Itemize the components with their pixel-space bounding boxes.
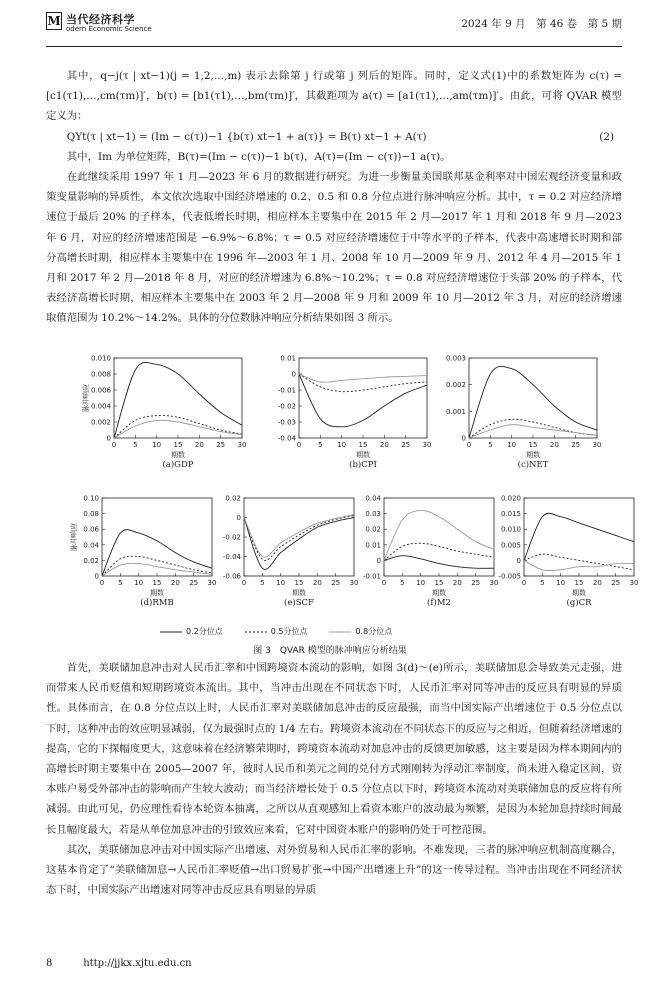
x-tick-label: 0 xyxy=(296,441,302,449)
series-line xyxy=(384,543,494,560)
y-tick-label: 0.001 xyxy=(445,407,466,416)
y-tick-label: 0.005 xyxy=(500,541,521,550)
chart-svg xyxy=(68,496,218,598)
y-tick-label: 0.006 xyxy=(90,386,111,395)
x-tick-label: 10 xyxy=(276,579,286,587)
x-tick-label: 25 xyxy=(216,441,226,449)
body-text-top xyxy=(46,66,622,329)
plot-frame xyxy=(244,498,354,576)
x-axis-label: 期数 xyxy=(572,589,586,597)
series-line xyxy=(102,530,212,576)
series-line xyxy=(524,554,634,570)
legend-line-gray-icon xyxy=(329,629,351,635)
x-axis-label: 期数 xyxy=(150,589,164,597)
body-text-bottom xyxy=(46,658,622,900)
y-tick-label: -0.02 xyxy=(277,402,296,411)
chart-label: (d)RMB xyxy=(140,598,174,608)
x-tick-label: 30 xyxy=(349,579,359,587)
y-tick-label: 0.015 xyxy=(500,510,521,519)
x-tick-label: 20 xyxy=(592,579,602,587)
page-footer xyxy=(46,958,192,969)
y-tick-label: -0.03 xyxy=(277,418,296,427)
chart-label: (e)SCF xyxy=(284,598,314,608)
plot-frame xyxy=(102,498,212,576)
paragraph: 其中，Im 为单位矩阵，B(τ)=(Im − c(τ))−1 b(τ)，A(τ)=(Im − c(τ))−1 a(τ)。 xyxy=(66,150,451,163)
y-tick-label: -0.04 xyxy=(277,434,296,443)
x-tick-label: 0 xyxy=(466,441,472,449)
y-tick-label: 0.002 xyxy=(445,381,466,390)
x-tick-label: 0 xyxy=(521,579,527,587)
chart-panel xyxy=(490,496,640,602)
x-tick-label: 0 xyxy=(381,579,387,587)
x-tick-label: 10 xyxy=(507,441,517,449)
paragraph: 在此继续采用 1997 年 1 月—2023 年 6 月的数据进行研究。为进一步衡量美国联邦基金利率对中国宏观经济变量和政策变量影响的异质性，本文依次选取中国经济增速的 0.2、0.5 和 0.8 分位点进行脉冲响应分析。其中，τ = 0.2 对应经济增速位于最后 20% 的子样本，代表低增长时期，相应样本主要集中在 2015 年 2 月—2017 年 1 月和 2018 年 9 月—2023 年 6 月，对应的经济增速范围是 −6.9%～6.8%；τ = 0.5 对应经济增速位于中等水平的子样本，代表中高速增长时期和部分高增长时期，相应样本主要集中在 1996 年—2003 年 1 月、2008 年 10 月—2009 年 9 月、2012 年 4 月—2015 年 1 月和 2017 年 2 月—2018 年 8 月，对应的经济增速为 6.8%～10.2%；τ = 0.8 对应经济增速位于头部 20% 的子样本，代表经济高增长时期，相应样本主要集中在 2003 年 2 月—2008 年 9 月和 2009 年 10 月—2012 年 3 月，对应的经济增速取值范围为 10.2%～14.2%。具体的分位数脉冲响应分析结果如图 3 所示。 xyxy=(46,171,622,325)
y-tick-label: 0.02 xyxy=(83,556,99,565)
y-tick-label: 0 xyxy=(376,556,381,565)
journal-logo: M xyxy=(47,14,61,28)
chart-svg xyxy=(350,496,500,598)
x-tick-label: 15 xyxy=(528,441,538,449)
series-line xyxy=(244,516,354,561)
x-tick-label: 10 xyxy=(556,579,566,587)
x-tick-label: 25 xyxy=(331,579,341,587)
y-tick-label: 0.04 xyxy=(83,541,99,550)
journal-title: 当代经济科学 xyxy=(66,13,135,26)
chart-svg xyxy=(490,496,640,598)
x-tick-label: 25 xyxy=(189,579,199,587)
y-tick-label: -0.01 xyxy=(362,572,381,581)
issue-info: 2024 年 9 月 第 46 卷 第 5 期 xyxy=(461,18,622,30)
y-axis-label: 脉冲响应 xyxy=(82,384,90,412)
series-line xyxy=(524,560,634,570)
x-tick-label: 30 xyxy=(207,579,217,587)
series-line xyxy=(244,518,354,570)
y-tick-label: 0.008 xyxy=(90,370,111,379)
series-line xyxy=(524,513,634,560)
legend-label: 0.5分位点 xyxy=(270,627,308,636)
y-tick-label: -0.01 xyxy=(277,386,296,395)
figure-caption: 图 3 QVAR 模型的脉冲响应分析结果 xyxy=(253,646,407,656)
footer-url: http://jjkx.xjtu.edu.cn xyxy=(83,958,192,969)
chart-panel xyxy=(68,496,218,602)
chart-panel xyxy=(80,356,248,464)
y-tick-label: 0.02 xyxy=(225,494,241,503)
y-tick-label: 0.01 xyxy=(365,541,381,550)
y-tick-label: 0.04 xyxy=(365,494,381,503)
x-tick-label: 10 xyxy=(152,441,162,449)
equation-text: QYt(τ | xt−1) = (Im − c(τ))−1 {b(τ) xt−1 + a(τ)} = B(τ) xt−1 + A(τ) xyxy=(66,130,427,143)
y-tick-label: 0 xyxy=(516,556,521,565)
chart-label: (b)CPI xyxy=(349,460,377,470)
x-tick-label: 20 xyxy=(549,441,559,449)
x-tick-label: 20 xyxy=(170,579,180,587)
x-tick-label: 30 xyxy=(489,579,499,587)
x-tick-label: 0 xyxy=(111,441,117,449)
x-tick-label: 5 xyxy=(400,579,405,587)
y-tick-label: -0.06 xyxy=(222,572,241,581)
y-tick-label: -0.04 xyxy=(222,553,241,561)
x-tick-label: 15 xyxy=(358,441,368,449)
equation-2 xyxy=(46,127,622,147)
chart-label: (g)CR xyxy=(566,598,592,608)
x-tick-label: 20 xyxy=(379,441,389,449)
x-tick-label: 15 xyxy=(574,579,584,587)
x-tick-label: 20 xyxy=(452,579,462,587)
x-tick-label: 5 xyxy=(118,579,123,587)
chart-svg xyxy=(265,356,433,460)
x-tick-label: 25 xyxy=(401,441,411,449)
y-tick-label: 0 xyxy=(461,434,466,443)
paragraph: 其次，美联储加息冲击对中国实际产出增速、对外贸易和人民币汇率的影响。不难发现，三者的脉冲响应机制高度耦合，这基本肯定了“美联储加息→人民币汇率贬值→出口贸易扩张→中国产出增速上升”的这一传导过程。当冲击出现在不同经济状态下时，中国实际产出增速对同等冲击反应具有明显的异质 xyxy=(46,843,622,897)
y-tick-label: 0 xyxy=(236,514,241,522)
legend-line-solid-icon xyxy=(160,629,182,635)
y-tick-label: 0.02 xyxy=(365,525,381,534)
x-tick-label: 30 xyxy=(237,441,247,449)
y-tick-label: 0.010 xyxy=(90,354,111,363)
paragraph: 首先，美联储加息冲击对人民币汇率和中国跨境资本流动的影响，如图 3(d)～(e)所示，美联储加息会导致美元走强，进而带来人民币贬值和短期跨境资本流出。其中，当冲击出现在不同状态下时，人民币汇率对同等冲击的反应具有明显的异质性。具体而言，在 0.8 分位点以上时，人民币汇率对美联储加息冲击的反应最强，而当中国实际产出增速位于 0.5 分位点以下时，这种冲击的效应明显减弱，仅为最强时点的 1/4 左右。跨境资本流动在不同状态下的反应与之相近，但随着经济增速的提高，它的下探幅度更大，这意味着在经济繁荣期时，跨境资本流动对加息冲击的反馈更加敏感，这主要是因为样本期间内的高增长时期主要集中在 2005—2007 年，彼时人民币和美元之间的兑付方式刚刚转为浮动汇率制度，尚未进入稳定区间，资本账户易受外部冲击的影响而产生较大波动；而当经济增长处于 0.5 分位点以下时，跨境资本流动对美联储加息的反应将有所减弱。由此可见，仍应理性看待本轮资本抽离，之所以从直观感知上看资本账户的波动最为频繁，是因为本轮加息持续时间最长且幅度最大，若是从单位加息冲击的引致效应来看，它对中国资本账户的影响仍处于可控范围。 xyxy=(46,662,622,836)
y-tick-label: 0.004 xyxy=(90,402,111,411)
series-line xyxy=(384,556,494,569)
plot-frame xyxy=(299,358,427,438)
page-header xyxy=(46,8,622,47)
plot-frame xyxy=(524,498,634,576)
x-tick-label: 25 xyxy=(571,441,581,449)
x-tick-label: 15 xyxy=(152,579,162,587)
x-tick-label: 25 xyxy=(471,579,481,587)
chart-label: (c)NET xyxy=(517,460,549,470)
x-tick-label: 30 xyxy=(629,579,639,587)
chart-label: (f)M2 xyxy=(427,598,451,608)
y-tick-label: 0.010 xyxy=(500,525,521,534)
y-tick-label: 0.10 xyxy=(83,494,99,503)
y-tick-label: 0.01 xyxy=(280,354,296,363)
x-tick-label: 0 xyxy=(99,579,105,587)
legend-item xyxy=(160,626,223,637)
y-tick-label: 0.03 xyxy=(365,510,381,519)
y-tick-label: 0.002 xyxy=(90,418,111,427)
legend-line-dashed-icon xyxy=(245,629,267,635)
x-tick-label: 15 xyxy=(173,441,183,449)
page-number: 8 xyxy=(46,958,53,969)
y-tick-label: 0 xyxy=(106,434,111,443)
x-tick-label: 10 xyxy=(416,579,426,587)
x-tick-label: 15 xyxy=(434,579,444,587)
plot-frame xyxy=(469,358,597,438)
x-tick-label: 5 xyxy=(133,441,138,449)
paragraph: 其中，q−j(τ | xt−1)(j = 1,2,…,m) 表示去除第 j 行或第 j 列后的矩阵。同时，定义式(1)中的系数矩阵为 c(τ) = [c1(τ1),…,cm(τm)]′，b(τ) = [b1(τ1),…,bm(τm)]′，其截距项为 a(τ) = [a1(τ1),…,am(τm)]′。由此，可将 QVAR 模型定义为： xyxy=(46,70,622,123)
x-tick-label: 5 xyxy=(318,441,323,449)
x-tick-label: 30 xyxy=(592,441,602,449)
chart-svg xyxy=(207,494,360,598)
plot-frame xyxy=(114,358,242,438)
x-tick-label: 5 xyxy=(540,579,545,587)
y-tick-label: 0.003 xyxy=(445,354,466,363)
y-tick-label: 0 xyxy=(291,370,296,379)
x-axis-label: 期数 xyxy=(526,451,540,459)
x-tick-label: 10 xyxy=(134,579,144,587)
chart-panel xyxy=(350,496,500,602)
chart-panel xyxy=(207,494,360,602)
x-axis-label: 期数 xyxy=(171,451,185,459)
legend-label: 0.8分位点 xyxy=(355,627,393,636)
y-axis-label: 脉冲响应 xyxy=(70,523,78,551)
series-line xyxy=(384,510,494,560)
journal-title-en: odern Economic Science xyxy=(66,25,152,33)
legend-item xyxy=(245,626,308,637)
chart-svg xyxy=(435,356,603,460)
x-axis-label: 期数 xyxy=(292,589,306,597)
figure-3 xyxy=(60,348,639,658)
figure-legend xyxy=(160,626,392,637)
x-tick-label: 15 xyxy=(294,579,304,587)
legend-item xyxy=(329,626,392,637)
x-tick-label: 0 xyxy=(241,579,247,587)
chart-panel xyxy=(265,356,433,464)
x-tick-label: 5 xyxy=(260,579,265,587)
x-tick-label: 5 xyxy=(488,441,493,449)
x-axis-label: 期数 xyxy=(356,451,370,459)
chart-label: (a)GDP xyxy=(162,460,194,470)
chart-svg xyxy=(80,356,248,460)
x-tick-label: 25 xyxy=(611,579,621,587)
equation-number: (2) xyxy=(599,130,614,143)
y-tick-label: -0.02 xyxy=(222,533,241,542)
y-tick-label: 0.08 xyxy=(83,510,99,519)
y-tick-label: 0 xyxy=(94,572,99,581)
x-tick-label: 20 xyxy=(312,579,322,587)
x-axis-label: 期数 xyxy=(432,589,446,597)
x-tick-label: 30 xyxy=(422,441,432,449)
y-tick-label: 0.020 xyxy=(500,494,521,503)
x-tick-label: 20 xyxy=(194,441,204,449)
chart-panel xyxy=(435,356,603,464)
y-tick-label: -0.005 xyxy=(498,572,521,581)
y-tick-label: 0.06 xyxy=(83,525,99,534)
series-line xyxy=(299,374,427,382)
plot-frame xyxy=(384,498,494,576)
legend-label: 0.2分位点 xyxy=(186,627,223,636)
x-tick-label: 10 xyxy=(337,441,347,449)
